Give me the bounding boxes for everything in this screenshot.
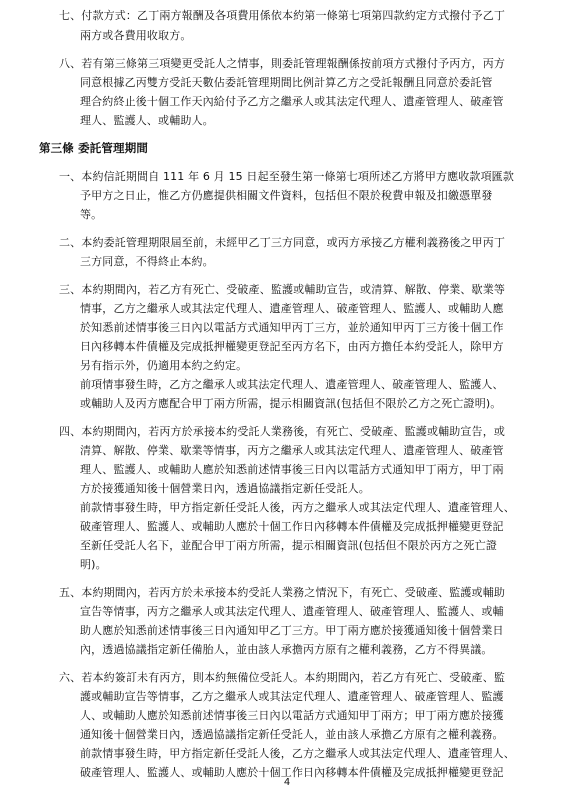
text-line: 七、付款方式：乙丁兩方報酬及各項費用係依本約第一條第七項第四款約定方式撥付予乙丁 — [59, 9, 505, 22]
text-line: 破產管理人、監護人、或輔助人應於十個工作日內移轉本件債權及完成抵押權變更登記 — [80, 766, 504, 779]
text-line: 日內移轉本件債權及完成抵押權變更登記至丙方名下，由丙方擔任本約受託人，除甲方 — [80, 340, 504, 353]
text-line: 人、或輔助人應於知悉前述情事後三日內以電話方式通知甲丁兩方；甲丁兩方應於接獲 — [80, 709, 504, 722]
text-line: 兩方或各費用收取方。 — [80, 29, 192, 42]
text-line: 四、本約期間內，若丙方於承接本約受託人業務後，有死亡、受破產、監護或輔助宣告，或 — [59, 425, 505, 438]
text-line: 方於接獲通知後十個營業日內，透過協議指定新任受託人。 — [80, 482, 370, 495]
text-line: 予甲方之日止，惟乙方仍應提供相關文件資料，包括但不限於稅費申報及扣繳憑單發 — [80, 189, 493, 202]
text-line: 同意根據乙丙雙方受託天數佔委託管理期間比例計算乙方之受託報酬且同意於委託管 — [80, 76, 493, 89]
text-line: 另有指示外，仍適用本約之約定。 — [80, 359, 248, 372]
text-line: 理人、監護人、或輔助人應於知悉前述情事後三日內以電話方式通知甲丁兩方，甲丁兩 — [80, 463, 504, 476]
text-line: 八、若有第三條第三項變更受託人之情事，則委託管理報酬係按前項方式撥付予丙方，丙方 — [59, 57, 505, 70]
text-line: 一、本約信託期間自 111 年 6 月 15 日起至發生第一條第七項所述乙方將甲方應收款項匯款 — [59, 170, 515, 183]
text-line: 理合約終止後十個工作天內給付予乙方之繼承人或其法定代理人、遺產管理人、破產管 — [80, 95, 504, 108]
text-line: 二、本約委託管理期限屆至前，未經甲乙丁三方同意，或丙方承接乙方權利義務後之甲丙丁 — [59, 236, 505, 249]
text-line: 前款情事發生時，甲方指定新任受託人後，乙方之繼承人或其法定代理人、遺產管理人、 — [80, 747, 515, 760]
text-line: 於知悉前述情事後三日內以電話方式通知甲丙丁三方，並於通知甲丙丁三方後十個工作 — [80, 321, 504, 334]
text-line: 情事，乙方之繼承人或其法定代理人、遺產管理人、破產管理人、監護人、或輔助人應 — [80, 302, 504, 315]
text-line: 等。 — [80, 208, 103, 221]
text-line: 內，透過協議指定新任備胎人，並由該人承擔丙方原有之權利義務，乙方不得異議。 — [80, 643, 493, 656]
text-line: 五、本約期間內，若丙方於未承接本約受託人業務之情況下，有死亡、受破產、監護或輔助 — [59, 586, 505, 599]
page-number: 4 — [283, 777, 291, 788]
text-line: 或輔助人及丙方應配合甲丁兩方所需，提示相關資訊(包括但不限於乙方之死亡證明)。 — [80, 397, 502, 410]
text-line: 理人、監護人、或輔助人。 — [80, 114, 214, 127]
text-line: 三方同意，不得終止本約。 — [80, 255, 214, 268]
text-line: 宣告等情事，丙方之繼承人或其法定代理人、遺產管理人、破產管理人、監護人、或輔 — [80, 605, 504, 618]
text-line: 通知後十個營業日內，透過協議指定新任受託人，並由該人承擔乙方原有之權利義務。 — [80, 728, 504, 741]
section-heading: 第三條 委託管理期間 — [39, 141, 149, 155]
text-line: 至新任受託人名下，並配合甲丁兩方所需，提示相關資訊(包括但不限於丙方之死亡證 — [80, 539, 497, 552]
text-line: 六、若本約簽訂未有丙方，則本約無備位受託人。本約期間內，若乙方有死亡、受破產、監 — [59, 671, 505, 684]
text-line: 明)。 — [80, 558, 107, 571]
text-line: 前項情事發生時，乙方之繼承人或其法定代理人、遺產管理人、破產管理人、監護人、 — [80, 378, 504, 391]
text-line: 助人應於知悉前述情事後三日內通知甲乙丁三方。甲丁兩方應於接獲通知後十個營業日 — [80, 624, 504, 637]
text-line: 護或輔助宣告等情事，乙方之繼承人或其法定代理人、遺產管理人、破產管理人、監護 — [80, 690, 504, 703]
text-line: 破產管理人、監護人、或輔助人應於十個工作日內移轉本件債權及完成抵押權變更登記 — [80, 520, 504, 533]
text-line: 三、本約期間內，若乙方有死亡、受破產、監護或輔助宣告，或清算、解散、停業、歇業等 — [59, 283, 505, 296]
text-line: 清算、解散、停業、歇業等情事，丙方之繼承人或其法定代理人、遺產管理人、破產管 — [80, 444, 504, 457]
text-line: 前款情事發生時，甲方指定新任受託人後，丙方之繼承人或其法定代理人、遺產管理人、 — [80, 501, 515, 514]
